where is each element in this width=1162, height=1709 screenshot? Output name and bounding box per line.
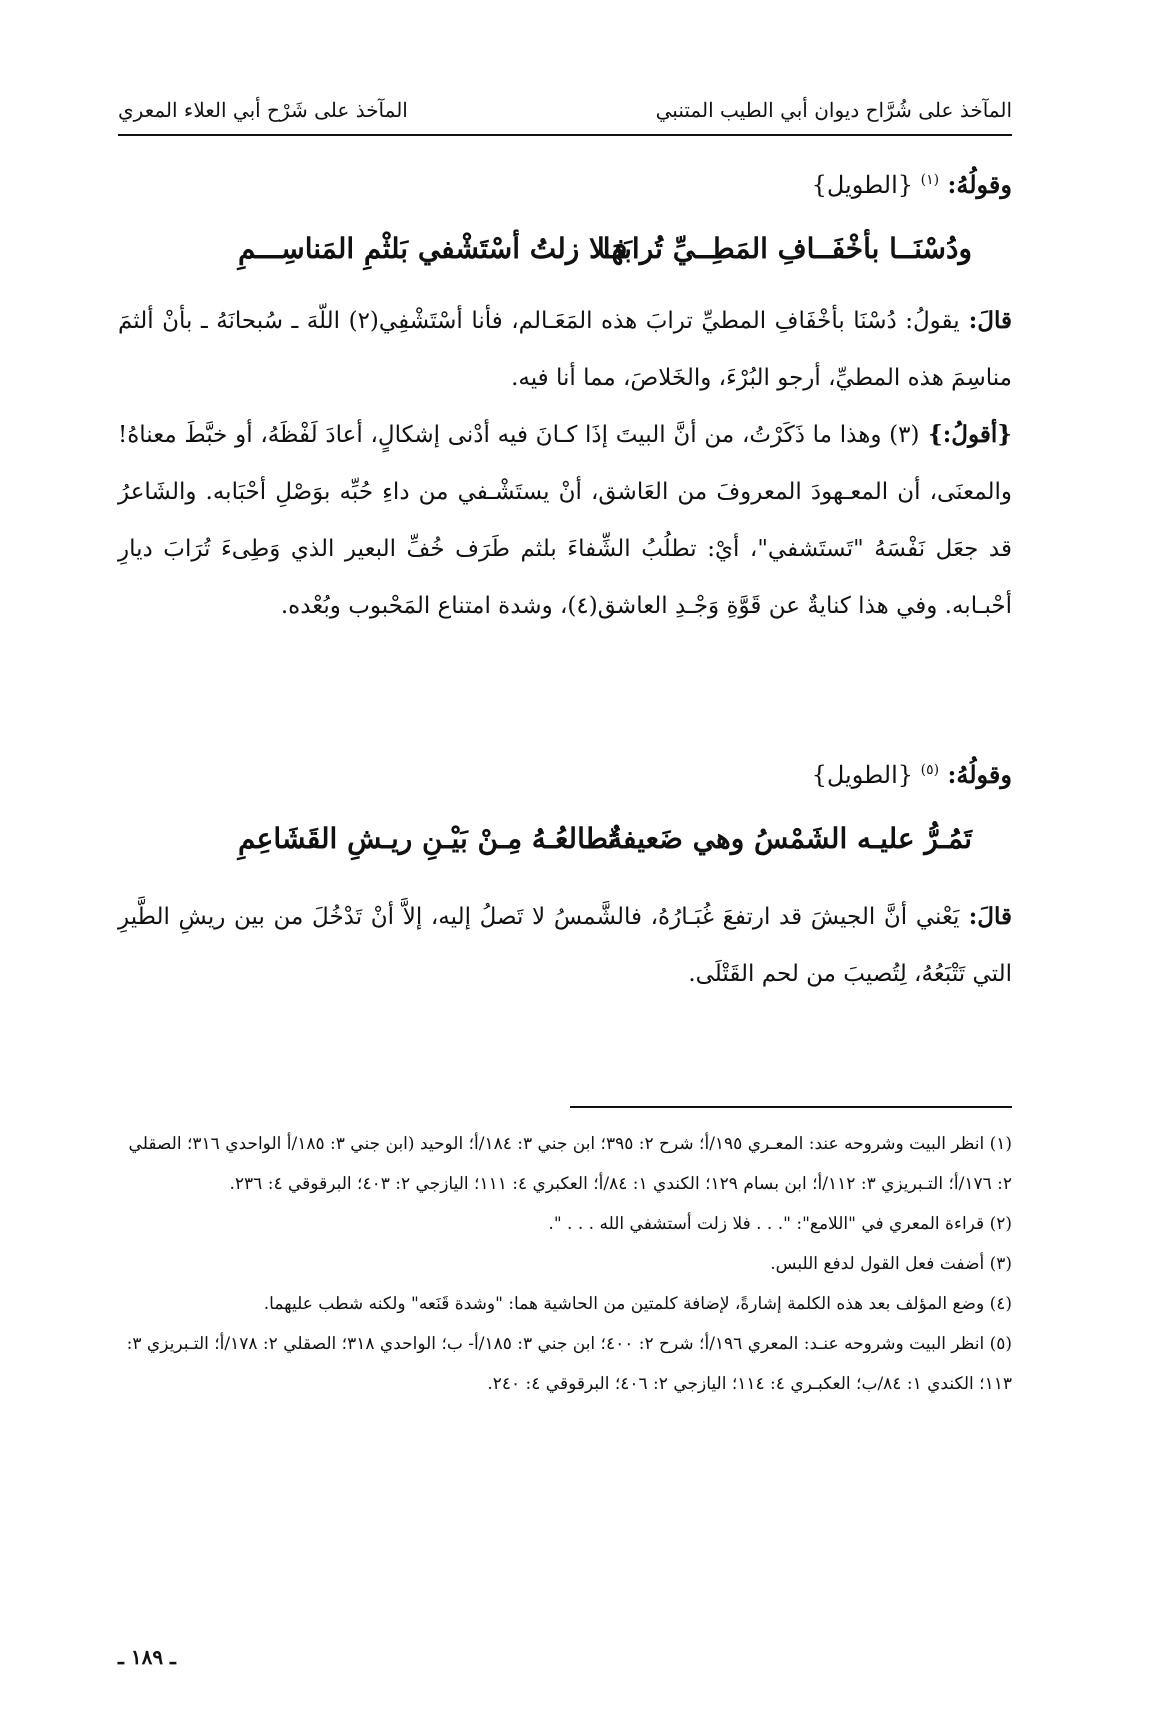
running-head-chapter-title: المآخذ على شَرْح أبي العلاء المعري (118, 98, 408, 122)
footnote-2: (٢) قراءة المعري في "اللامع": ". . . فلا زلت أستشفي الله . . . ". (548, 1214, 1012, 1234)
footnote-1: (١) انظر البيت وشروحه عند: المعـري ١٩٥/أ؛ شرح ٢: ٣٩٥؛ ابن جني ٣: ١٨٤/أ؛ الوحيد (ابن جني ٣: ١٨٥/أ الواحدي ٣١٦؛ الصقلي ٢: ١٧٦/أ؛ التـبريزي ٣: ١١٢/أ؛ ابن بسام ١٢٩؛ الكندي ١: ٨٤/أ؛ العكبري ٤: ١١١؛ اليازجي ٢: ٤٠٣؛ البرقوقي ٤: ٢٣٦. (128, 1134, 1012, 1194)
verse-hemistich-second: فـلا زلتُ أسْتَشْفي بَلثْمِ المَناسِـــمِ (238, 232, 628, 265)
verse-line-1 (118, 232, 1012, 276)
running-head-book-title: المآخذ على شُرَّاح ديوان أبي الطيب المتنبي (655, 98, 1012, 122)
meter-name: {الطويل} (811, 171, 921, 199)
verse-intro-2 (118, 760, 1012, 789)
commentary-paragraph-1 (118, 292, 1012, 407)
commentary-text: يقولُ: دُسْنَا بأخْفَافِ المطيِّ ترابَ هذه المَعَـالم، فأنا أسْتَشْفِي(٢) اللّهَ ـ سُبحانَهُ ـ بأنْ ألثمَ مناسِمَ هذه المطيِّ، أرجو البُرْءَ، والخَلاصَ، مما أنا فيه. (118, 308, 1012, 391)
verse-intro-label: وقولُهُ: (939, 170, 1012, 199)
critique-paragraph-1 (118, 406, 1012, 635)
running-head (118, 92, 1012, 132)
footnote-ref: (١) (920, 172, 940, 188)
meter-name: {الطويل} (811, 761, 921, 789)
commentary-paragraph-2 (118, 888, 1012, 1003)
footnote-rule (570, 1106, 1012, 1108)
verse-intro-1 (118, 170, 1012, 199)
verse-intro-label: وقولُهُ: (939, 760, 1012, 789)
critique-label: {أقولُ:} (919, 421, 1013, 448)
commentary-text: يَعْني أنَّ الجيشَ قد ارتفعَ غُبَـارُهُ، فالشَّمسُ لا تَصلُ إليه، إلاَّ أنْ تَدْخُلَ من بين ريشِ الطَّيرِ التي تَتْبَعُهُ، لِتُصيبَ من لحم القَتْلَى. (118, 904, 1012, 987)
footnote-4: (٤) وضع المؤلف بعد هذه الكلمة إشارةً، لإضافة كلمتين من الحاشية هما: "وشدة قَنَعه" ولكنه شطب عليهما. (263, 1294, 1012, 1314)
footnotes (118, 1124, 1012, 1404)
header-rule (118, 134, 1012, 136)
footnote-3: (٣) أضفت فعل القول لدفع اللبس. (770, 1254, 1012, 1274)
critique-text: (٣) وهذا ما ذَكَرْتُ، من أنَّ البيتَ إذَا كـانَ فيه أدْنى إشكالٍ، أعادَ لَفْظَهُ، أو خبَّطَ معناهُ! والمعنَى، أن المعـهودَ المعروفَ من العَاشق، أنْ يستَشْـفي من داءِ حُبِّه بوَصْلِ أحْبَابه. والشَاعرُ قد جعَل نَفْسَهُ "تَستَشفي"، أيْ: تطلُبُ الشِّفاءَ بلثم طَرَف خُفِّ البعير الذي وَطِىءَ تُرَابَ ديارِ أحْبـابه. وفي هذا كنايةٌ عن قَوَّةِ وَجْـدِ العاشق(٤)، وشدة امتناع المَحْبوب وبُعْده. (118, 422, 1012, 619)
footnote-5: (٥) انظر البيت وشروحه عنـد: المعري ١٩٦/أ؛ شرح ٢: ٤٠٠؛ ابن جني ٣: ١٨٥/أ- ب؛ الواحدي ٣١٨؛ الصقلي ٢: ١٧٨/أ؛ التـبريزي ٣: ١١٣؛ الكندي ١: ٨٤/ب؛ العكبـري ٤: ١١٤؛ اليازجي ٢: ٤٠٦؛ البرقوقي ٤: ٢٤٠. (126, 1334, 1012, 1394)
page-number: ـ ١٨٩ ـ (118, 1645, 176, 1669)
footnote-ref: (٥) (920, 762, 940, 778)
verse-hemistich-second: تطالعُـهُ مِـنْ بَيْـنِ ريـشِ القَشَاعِمِ (238, 822, 617, 855)
verse-hemistich-first: تَمُـرُّ عليـه الشَمْسُ وهي ضَعيفةٌ (608, 822, 972, 855)
commentary-label: قالَ: (959, 307, 1012, 334)
commentary-label: قالَ: (959, 903, 1012, 930)
verse-hemistich-first: ودُسْنَــا بأخْفَــافِ المَطِــيِّ تُرابَهَا (602, 232, 972, 265)
verse-line-2 (118, 822, 1012, 866)
